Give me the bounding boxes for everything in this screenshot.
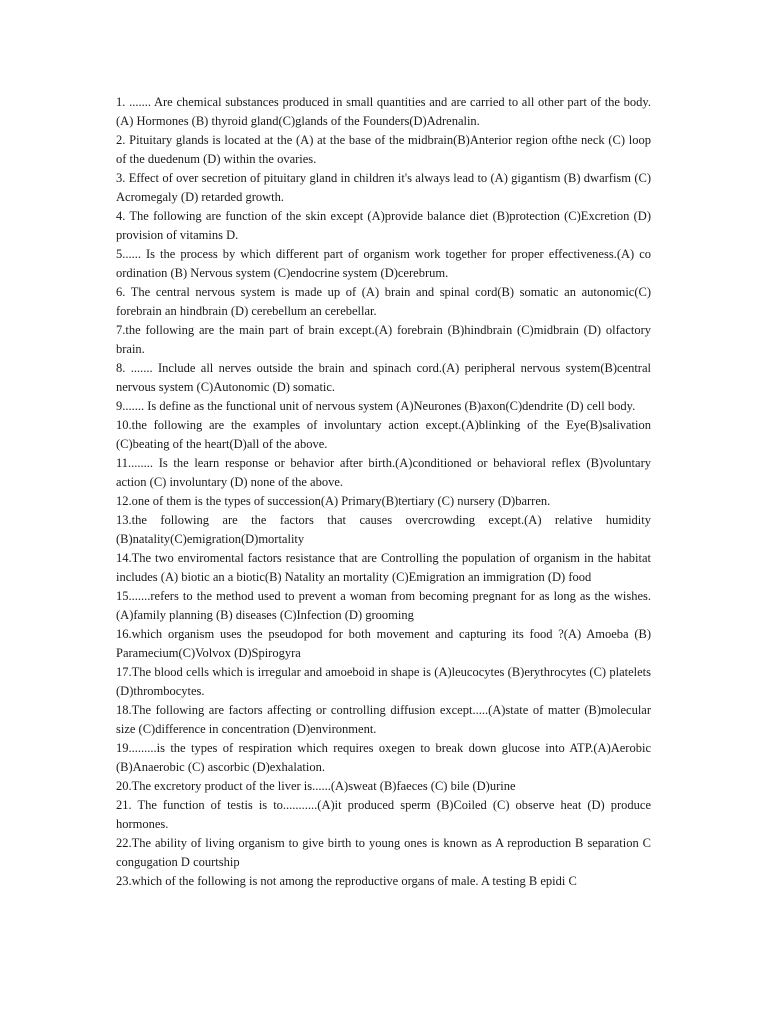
question-7: 7.the following are the main part of brain except.(A) forebrain (B)hindbrain (C)midbrain (D) olfactory brain. bbox=[116, 323, 651, 356]
question-1: 1. ....... Are chemical substances produced in small quantities and are carried to all other part of the body.(A) Hormones (B) thyroid gland(C)glands of the Founders(D)Adrenalin. bbox=[116, 95, 651, 128]
question-16: 16.which organism uses the pseudopod for both movement and capturing its food ?(A) Amoeba (B) Paramecium(C)Volvox (D)Spirogyra bbox=[116, 627, 651, 660]
question-10: 10.the following are the examples of involuntary action except.(A)blinking of the Eye(B)salivation (C)beating of the heart(D)all of the above. bbox=[116, 418, 651, 451]
question-list bbox=[116, 93, 651, 891]
question-17: 17.The blood cells which is irregular and amoeboid in shape is (A)leucocytes (B)erythrocytes (C) platelets (D)thrombocytes. bbox=[116, 665, 651, 698]
question-3: 3. Effect of over secretion of pituitary gland in children it's always lead to (A) gigantism (B) dwarfism (C) Acromegaly (D) retarded growth. bbox=[116, 171, 651, 204]
question-23: 23.which of the following is not among the reproductive organs of male. A testing B epidi C bbox=[116, 874, 577, 888]
question-6: 6. The central nervous system is made up of (A) brain and spinal cord(B) somatic an autonomic(C) forebrain an hindbrain (D) cerebellum an cerebellar. bbox=[116, 285, 651, 318]
question-19: 19.........is the types of respiration which requires oxegen to break down glucose into ATP.(A)Aerobic (B)Anaerobic (C) ascorbic (D)exhalation. bbox=[116, 741, 651, 774]
question-5: 5...... Is the process by which different part of organism work together for proper effectiveness.(A) co ordination (B) Nervous system (C)endocrine system (D)cerebrum. bbox=[116, 247, 651, 280]
question-8: 8. ....... Include all nerves outside the brain and spinach cord.(A) peripheral nervous system(B)central nervous system (C)Autonomic (D) somatic. bbox=[116, 361, 651, 394]
question-4: 4. The following are function of the skin except (A)provide balance diet (B)protection (C)Excretion (D) provision of vitamins D. bbox=[116, 209, 651, 242]
question-11: 11........ Is the learn response or behavior after birth.(A)conditioned or behavioral reflex (B)voluntary action (C) involuntary (D) none of the above. bbox=[116, 456, 651, 489]
question-2: 2. Pituitary glands is located at the (A) at the base of the midbrain(B)Anterior region ofthe neck (C) loop of the duedenum (D) within the ovaries. bbox=[116, 133, 651, 166]
question-15: 15.......refers to the method used to prevent a woman from becoming pregnant for as long as the wishes.(A)family planning (B) diseases (C)Infection (D) grooming bbox=[116, 589, 651, 622]
question-9: 9....... Is define as the functional unit of nervous system (A)Neurones (B)axon(C)dendrite (D) cell body. bbox=[116, 399, 636, 413]
question-21: 21. The function of testis is to...........(A)it produced sperm (B)Coiled (C) observe heat (D) produce hormones. bbox=[116, 798, 651, 831]
question-20: 20.The excretory product of the liver is......(A)sweat (B)faeces (C) bile (D)urine bbox=[116, 779, 516, 793]
question-18: 18.The following are factors affecting or controlling diffusion except.....(A)state of matter (B)molecular size (C)difference in concentration (D)environment. bbox=[116, 703, 651, 736]
question-22: 22.The ability of living organism to give birth to young ones is known as A reproduction B separation C congugation D courtship bbox=[116, 836, 651, 869]
question-14: 14.The two enviromental factors resistance that are Controlling the population of organism in the habitat includes (A) biotic an a biotic(B) Natality an mortality (C)Emigration an immigration (D) food bbox=[116, 551, 651, 584]
question-13: 13.the following are the factors that causes overcrowding except.(A) relative humidity (B)natality(C)emigration(D)mortality bbox=[116, 513, 651, 546]
question-12: 12.one of them is the types of succession(A) Primary(B)tertiary (C) nursery (D)barren. bbox=[116, 494, 551, 508]
